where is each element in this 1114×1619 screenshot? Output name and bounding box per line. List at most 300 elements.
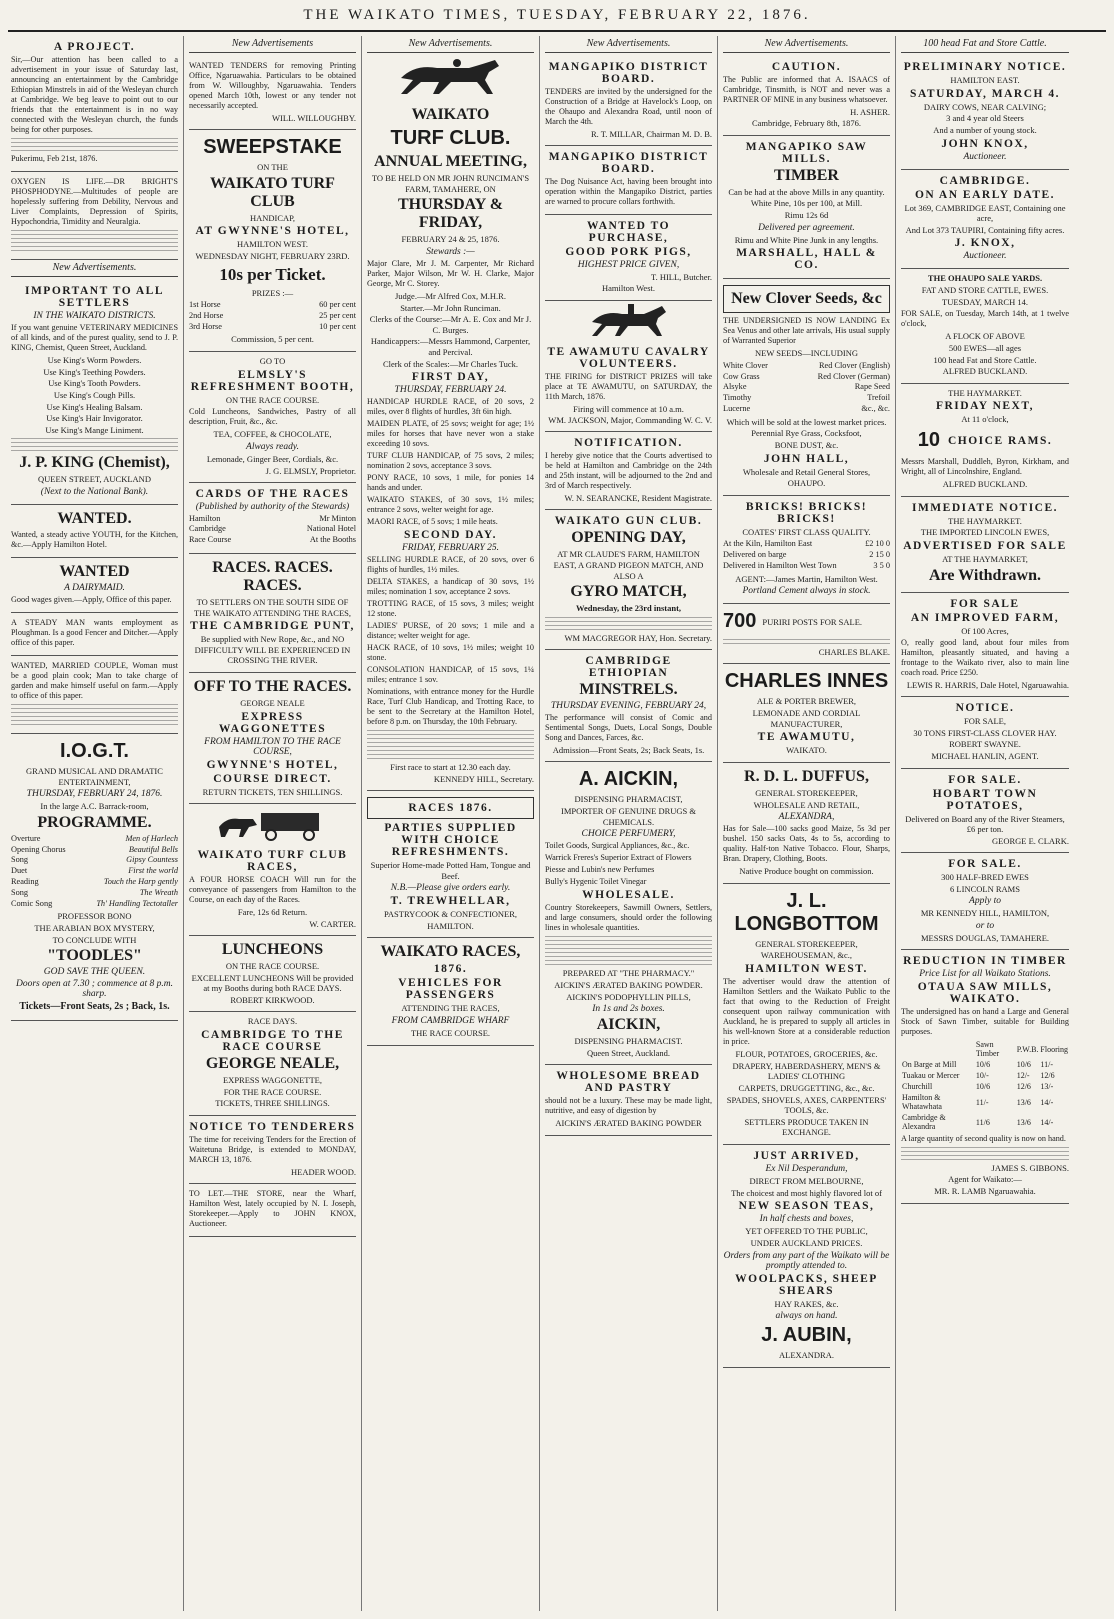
longbottom-heading: J. L. LONGBOTTOM [734, 889, 879, 935]
column-1-header: New Advertisements. [11, 260, 178, 277]
fat-cattle: FAT AND STORE CATTLE, EWES. [921, 285, 1049, 295]
farm-sale-ad [901, 593, 1069, 698]
otaua-body: The undersigned has on hand a Large and General Stock of Sawn Timber, suitable for Building purposes. [901, 1007, 1069, 1037]
vehicles-to: THE RACE COURSE. [410, 1028, 491, 1038]
club-sub: TURF CLUB. [390, 127, 511, 149]
sweepstake-town: HAMILTON WEST. [237, 239, 308, 250]
wanted-heading: WANTED. [57, 510, 132, 527]
bricks-row: Delivered in Hamilton West Town 3 5 0 [723, 560, 890, 570]
farm-heading: FOR SALE [950, 597, 1020, 610]
lincoln-rams: 6 LINCOLN RAMS [950, 883, 1020, 894]
king-item: Use King's Teething Powders. [43, 366, 146, 377]
immediate-notice-ad [901, 497, 1069, 593]
prizes-list [189, 300, 356, 332]
hall-sub: Wholesale and Retail General Stores, [742, 466, 871, 477]
luncheons-ad [189, 936, 356, 1013]
minstrels-body: The performance will consist of Comic and Sentimental Songs, Duets, Local Songs, Double Song and Dances, Farces, &c. [545, 712, 712, 742]
longbottom-body: The advertiser would draw the attention of Hamilton Settlers and the Waikato Public to the fact that owing to the Reduction of Freight consequent upon railway communication with Auckland, he is prepared to supply all articles in his well-known Store at a considerable reduction in price. [723, 977, 890, 1046]
tender-sign: WILL. WILLOUGHBY. [272, 113, 356, 123]
bricks-heading: BRICKS! BRICKS! BRICKS! [745, 500, 868, 525]
pork-ad [545, 215, 712, 301]
meeting-date-sub: FEBRUARY 24 & 25, 1876. [401, 234, 500, 245]
haymarket-2: THE HAYMARKET. [948, 515, 1022, 526]
wanted-youth-ad [11, 505, 178, 558]
waikato-races-heading: WAIKATO RACES, [380, 943, 521, 961]
notification-heading: NOTIFICATION. [574, 437, 683, 450]
race-event: HANDICAP HURDLE RACE, of 20 sovs, 2 miles, over 8 flights of hurdles, 3ft 6in high. [367, 397, 534, 417]
waikato-races-year: 1876. [433, 963, 468, 976]
column-1 [6, 36, 184, 1611]
race-rules: Nominations, with entrance money for the Hurdle Race, Turf Club Handicap, and Trotting Race, to be sent to the Secretary at the Hamilton Hotel, before 8 p.m. on Thursday, the 10th February. [367, 687, 534, 727]
seeds-price: Which will be sold at the lowest market prices. [726, 416, 887, 427]
elmsly-goto: GO TO [259, 356, 286, 367]
notification-sign: W. N. SEARANCKE, Resident Magistrate. [564, 493, 712, 504]
posts-count: 700 [723, 610, 757, 633]
luncheons-body: EXCELLENT LUNCHEONS Will be provided at my Booths during both RACE DAYS. [191, 972, 354, 994]
king-item: Use King's Cough Pills. [53, 389, 136, 400]
pork-price: HIGHEST PRICE GIVEN, [577, 260, 680, 270]
dairy-steers: 3 and 4 year old Steers [946, 113, 1024, 124]
column-5 [718, 36, 896, 1611]
rams-body: Messrs Marshall, Duddleh, Byron, Kirkham, and Wright, all of Lincolnshire, England. [901, 457, 1069, 476]
notice-heading: NOTICE TO TENDERERS [189, 1120, 356, 1133]
innes-town: TE AWAMUTU, [757, 731, 856, 744]
friday-next: FRIDAY NEXT, [935, 400, 1035, 413]
timber-junk: Rimu and White Pine Junk in any lengths. [734, 234, 879, 245]
first-day: FIRST DAY, [411, 371, 490, 384]
racehorse-illustration [367, 56, 534, 98]
timber-table-head: Sawn Timber P.W.B. Flooring [975, 1040, 1068, 1059]
seeds-row: Lucerne &c., &c. [723, 403, 890, 413]
hanlin: MICHAEL HANLIN, AGENT. [931, 751, 1039, 761]
otaua-quality: A large quantity of second quality is now on hand. [901, 1134, 1066, 1144]
coach-fare: Fare, 12s 6d Return. [237, 907, 308, 918]
aubin: J. AUBIN, [761, 1324, 852, 1347]
king-item: Use King's Hair Invigorator. [46, 413, 143, 424]
or-to: or to [975, 920, 995, 931]
cavalry-illustration [545, 304, 712, 338]
bread-footer: AICKIN'S ÆRATED BAKING POWDER [555, 1118, 702, 1129]
king-address: QUEEN STREET, AUCKLAND [38, 474, 151, 485]
longbottom-town: HAMILTON WEST. [745, 963, 868, 975]
cards-heading: CARDS OF THE RACES [195, 487, 350, 500]
at-11: At 11 o'clock, [961, 414, 1009, 425]
potatoes: HOBART TOWN POTATOES, [932, 787, 1038, 812]
programme-row: Overture Men of Harlech [11, 833, 178, 843]
cavalry-sign: WM. JACKSON, Major, Commanding W. C. V. [548, 415, 712, 426]
married-couple-ad [11, 656, 178, 734]
luncheons-sub: ON THE RACE COURSE. [225, 960, 320, 971]
alfred: ALFRED BUCKLAND. [942, 366, 1028, 377]
agent-name: MR. R. LAMB Ngaruawahia. [934, 1186, 1036, 1196]
pills-boxes: In 1s and 2s boxes. [592, 1004, 665, 1015]
arrived-heading: JUST ARRIVED, [753, 1150, 860, 1162]
project-letter [11, 36, 178, 172]
flock: A FLOCK OF ABOVE [945, 331, 1025, 342]
gun-club-opening: OPENING DAY, [571, 529, 686, 547]
bricks-row: Delivered on barge 2 15 0 [723, 550, 890, 560]
minstrels-heading: CAMBRIDGE ETHIOPIAN [585, 654, 672, 679]
seeds-rye: Perennial Rye Grass, Cocksfoot, [751, 428, 862, 439]
duffus-town: ALEXANDRA, [778, 812, 835, 823]
posts-sign: CHARLES BLAKE. [818, 647, 890, 658]
preliminary-date: SATURDAY, MARCH 4. [910, 87, 1060, 100]
hay-always: always on hand. [775, 1311, 838, 1322]
cards-list [189, 514, 356, 546]
parties-heading: PARTIES SUPPLIED WITH CHOICE REFRESHMENTS. [384, 821, 517, 858]
race-event: PONY RACE, 10 sovs, 1 mile, for ponies 14 hands and under. [367, 473, 534, 493]
king-sub: IN THE WAIKATO DISTRICTS. [33, 311, 156, 321]
under-prices: UNDER AUCKLAND PRICES. [750, 1237, 863, 1248]
innes-lemonade: LEMONADE AND CORDIAL MANUFACTURER, [752, 708, 861, 729]
caution-date: Cambridge, February 8th, 1876. [751, 118, 862, 128]
sweepstake-on: ON THE [257, 162, 288, 172]
ohaupo-body: FOR SALE, on Tuesday, March 14th, at 1 twelve o'clock, [901, 309, 1069, 329]
trewhellar: T. TREWHELLAR, [390, 895, 511, 908]
minstrels-ad [545, 650, 712, 763]
masthead-text: THE WAIKATO TIMES, TUESDAY, FEBRUARY 22, 1876. [303, 6, 811, 23]
neale-name: GEORGE NEALE [240, 698, 305, 709]
cards-row: Race Course At the Booths [189, 535, 356, 545]
aickin-perfumery: CHOICE PERFUMERY, [581, 829, 676, 840]
king-item: Use King's Worm Powders. [47, 355, 142, 365]
spades: SPADES, SHOVELS, AXES, CARPENTERS' TOOLS, &c. [726, 1094, 887, 1116]
farm-acres: Of 100 Acres, [961, 625, 1009, 636]
programme-list [11, 834, 178, 909]
clover-body: THE UNDERSIGNED IS NOW LANDING Ex Sea Venus and other late arrivals, His usual supply of Warranted Superior [723, 316, 890, 346]
dairy-cows: DAIRY COWS, NEAR CALVING; [923, 101, 1047, 112]
timber-rimu: Rimu 12s 6d [784, 209, 829, 220]
mangapiko-body: TENDERS are invited by the undersigned for the Construction of a Bridge at Havelock's Loop, on the Ohaupo and Alexandra Road, until noon of March the 4th. [545, 87, 712, 126]
secretary: KENNEDY HILL, Secretary. [433, 773, 534, 784]
parties-body: Superior Home-made Potted Ham, Tongue and Beef. [370, 859, 531, 881]
bricks-row: At the Kiln, Hamilton East £2 10 0 [723, 539, 890, 549]
sweepstake-at: AT GWYNNE'S HOTEL, [195, 225, 350, 238]
programme-row: Reading Touch the Harp gently [11, 877, 178, 886]
choice-rams: CHOICE RAMS. [947, 434, 1053, 447]
mangapiko2-heading: MANGAPIKO DISTRICT BOARD. [548, 151, 709, 175]
elmsly-sign: J. G. ELMSLY, Proprietor. [265, 465, 356, 476]
iogt-place: In the large A.C. Barrack-room, [40, 801, 149, 812]
coach-heading: WAIKATO TURF CLUB RACES, [197, 849, 348, 874]
project-sign: Pukerimu, Feb 21st, 1876. [11, 154, 98, 163]
cavalry-body: THE FIRING for DISTRICT PRIZES will take place at TE AWAMUTU, on SATURDAY, the 11th March, 1876. [545, 371, 712, 401]
elmsly-ad [189, 352, 356, 483]
gun-club-heading: WAIKATO GUN CLUB. [554, 515, 703, 528]
teas-offered: YET OFFERED TO THE PUBLIC, [745, 1226, 868, 1237]
wholesale-body: Country Storekeepers, Sawmill Owners, Settlers, and large consumers, should order the following lines in wholesale quantities. [545, 903, 712, 933]
preliminary-ad [901, 56, 1069, 170]
teas: NEW SEASON TEAS, [738, 1200, 875, 1213]
king-item: Use King's Mange Liniment. [45, 424, 144, 435]
coach-sign: W. CARTER. [309, 918, 356, 929]
phosphodyne-text: OXYGEN IS LIFE.—DR BRIGHT'S PHOSPHODYNE.—Multitudes of people are hopelessly suffering from Debility, Nervous and Liver Complaints, Depression of Spirits, Hypochondria, Timidity and Neuralgia. [11, 177, 178, 226]
races-heading: RACES. RACES. RACES. [212, 558, 333, 594]
pork-sign: T. HILL, Butcher. [651, 272, 712, 282]
timber-delivered: Delivered per agreement. [758, 222, 855, 233]
wanted-sub: A DAIRYMAID. [64, 583, 125, 593]
mangapiko-sign: R. T. MILLAR, Chairman M. D. B. [590, 129, 712, 139]
commission: Commission, 5 per cent. [231, 334, 314, 345]
races-1876: RACES 1876. [408, 801, 493, 814]
clover-hay-ad [901, 697, 1069, 769]
punt-ad [189, 554, 356, 673]
first-day-date: THURSDAY, FEBRUARY 24. [394, 385, 507, 396]
conclude: TO CONCLUDE WITH [52, 934, 137, 945]
prize-row: 2nd Horse 25 per cent [189, 310, 356, 320]
reduction-sub: Price List for all Waikato Stations. [919, 969, 1051, 980]
kennedy-hill: MR KENNEDY HILL, HAMILTON, [920, 908, 1050, 919]
ohaupo-date: TUESDAY, MARCH 14. [942, 296, 1028, 307]
meeting-date: THURSDAY & FRIDAY, [397, 196, 504, 232]
aickin-item: Piesse and Lubin's new Perfumes [545, 865, 655, 875]
column-2 [184, 36, 362, 1611]
for-sale-3: FOR SALE. [948, 773, 1022, 786]
elmsly-lemonade: Lemonade, Ginger Beer, Cordials, &c. [206, 453, 339, 464]
programme-row: Comic Song Th' Handling Tectotaller [11, 898, 178, 908]
clover-hay: 30 TONS FIRST-CLASS CLOVER HAY. [913, 727, 1057, 738]
queen: GOD SAVE THE QUEEN. [43, 967, 146, 978]
farm-body: O, really good land, about four miles from Hamilton, pleasantly situated, and having a frontage to the Waikato river, also to main line coach road. Price £250. [901, 638, 1069, 678]
clerks: Clerks of the Course:—Mr A. E. Cox and Mr J. C. Burges. [369, 314, 532, 335]
otaua: OTAUA SAW MILLS, WAIKATO. [917, 981, 1053, 1006]
to-let-ad [189, 1184, 356, 1237]
caution-heading: CAUTION. [771, 61, 842, 73]
table-row: On Barge at Mill 10/6 10/6 11/- [902, 1060, 1054, 1070]
preliminary-sub: HAMILTON EAST. [950, 75, 1020, 85]
arrived-ship: Ex Nil Desperandum, [765, 1164, 848, 1174]
for-sale-4: FOR SALE. [948, 857, 1022, 870]
preliminary-heading: PRELIMINARY NOTICE. [903, 61, 1067, 73]
pork-heading: WANTED TO PURCHASE, [586, 220, 671, 244]
couple-body: WANTED, MARRIED COUPLE, Woman must be a good plain cook; Man to take charge of garden and make himself useful on farm.—Apply to office of this paper. [11, 661, 178, 700]
lot-1: Lot 369, CAMBRIDGE EAST, Containing one acre, [904, 202, 1066, 224]
ewes: 500 EWES—all ages [948, 342, 1022, 353]
course-direct: COURSE DIRECT. [213, 772, 332, 785]
ohaupo-heading: THE OHAUPO SALE YARDS. [927, 273, 1043, 284]
hall-town: OHAUPO. [787, 478, 826, 489]
race-cards-ad [189, 483, 356, 554]
gun-club-sign: WM MACGREGOR HAY, Hon. Secretary. [564, 632, 712, 643]
steady-body: A STEADY MAN wants employment as Ploughman. Is a good Fencer and Ditcher.—Apply office of this paper. [11, 618, 178, 647]
notification-body: I hereby give notice that the Courts advertised to be held at Hamilton and Cambridge on the 24th and 25th instant, will be adjourned to the 2nd and 3rd of March respectively. [545, 451, 712, 491]
native-produce: Native Produce bought on commission. [739, 866, 874, 877]
seeds-heading: NEW SEEDS—INCLUDING [754, 348, 859, 359]
swayne: ROBERT SWAYNE. [949, 739, 1021, 750]
carpets: CARPETS, DRUGGETTING, &c., &c. [738, 1082, 875, 1093]
column-6-header: 100 head Fat and Store Cattle. [901, 36, 1069, 53]
iogt-heading: I.O.G.T. [60, 740, 129, 762]
arrived-body: The choicest and most highly flavored lot of [731, 1187, 882, 1198]
waggonette-ad [189, 673, 356, 804]
at-haymarket: AT THE HAYMARKET, [942, 553, 1028, 564]
luncheons-sign: ROBERT KIRKWOOD. [230, 994, 315, 1005]
timber-reduction-ad [901, 950, 1069, 1203]
caution-body: The Public are informed that A. ISAACS of Cambridge, Tinsmith, is NOT and never was a PARTNER OF MINE in any business whatsoever. [723, 75, 890, 104]
seeds-row: Timothy Trefoil [723, 393, 890, 403]
iogt-ad [11, 734, 178, 1021]
duffus-heading: R. D. L. DUFFUS, [744, 767, 869, 785]
aickin-name: AICKIN, [596, 1016, 661, 1034]
duffus-ad [723, 763, 890, 884]
wanted-heading: WANTED [59, 563, 130, 580]
return-tickets: RETURN TICKETS, TEN SHILLINGS. [202, 786, 343, 797]
timber-white: White Pine, 10s per 100, at Mill. [750, 198, 863, 209]
knox-2: J. KNOX, [954, 237, 1016, 250]
elmsly-body: Cold Luncheons, Sandwiches, Pastry of all description, Fruit, &c., &c. [189, 407, 356, 427]
bricks-sub: COATES' FIRST CLASS QUALITY. [742, 526, 871, 537]
tender-body: WANTED TENDERS for removing Printing Office, Ngaruawahia. Particulars to be obtained from W. Willoughby, Ngaruawahia. Tenders opened March 10th, lowest or any tender not necessarily accepted. [189, 61, 356, 110]
king-name: J. P. KING (Chemist), [19, 454, 170, 472]
baking-powder: AICKIN'S ÆRATED BAKING POWDER. [554, 979, 703, 990]
to-let-body: TO LET.—THE STORE, near the Wharf, Hamilton West, lately occupied by N. I. Joseph, Storekeeper.—Apply to JOHN KNOX, Auctioneer. [189, 1188, 356, 1228]
meeting-held: TO BE HELD ON MR JOHN RUNCIMAN'S FARM, TAMAHERE, ON [371, 173, 530, 194]
race-event: WAIKATO STAKES, of 30 sovs, 1½ miles; entrance 2 sovs, welter weight for age. [367, 495, 534, 515]
clover-heading: New Clover Seeds, &c [731, 290, 882, 308]
caution-sign: H. ASHER. [850, 107, 890, 117]
woolpacks: WOOLPACKS, SHEEP SHEARS [735, 1272, 878, 1297]
just-arrived-ad [723, 1145, 890, 1368]
trewhellar-sub: PASTRYCOOK & CONFECTIONER, [383, 909, 518, 920]
vehicles-heading: VEHICLES FOR PASSENGERS [398, 977, 503, 1002]
duffus-wholesale: WHOLESALE AND RETAIL, [753, 799, 860, 810]
aickin-ad [545, 762, 712, 1065]
hall-name: JOHN HALL, [763, 452, 850, 465]
race-event: TURF CLUB HANDICAP, of 75 sovs, 2 miles; nomination 2 sovs, acceptance 3 sovs. [367, 451, 534, 471]
second-day: SECOND DAY. [404, 529, 497, 542]
duffus-body: Has for Sale—100 sacks good Maize, 5s 3d per bushel. 150 sacks Oats, 4s to 5s, according to quality. Half-ton Native Tobacco. Flour, Sharps, Bran. Drapery, Clothing, Boots. [723, 824, 890, 864]
clover-seeds-ad [723, 279, 890, 496]
saw-mills-ad [723, 136, 890, 280]
longbottom-sub: GENERAL STOREKEEPER, [755, 938, 858, 949]
seeds-bone: BONE DUST, &c. [774, 439, 839, 450]
elmsly-always: Always ready. [246, 441, 299, 452]
pork-town: Hamilton West. [602, 283, 655, 293]
notice-body: The time for receiving Tenders for the Erection of Waitetuna Bridge, is extended to MONDAY, MARCH 13, 1876. [189, 1134, 356, 1164]
wanted-body: Wanted, a steady active YOUTH, for the Kitchen, &c.—Apply Hamilton Hotel. [11, 530, 178, 549]
knox-auctioneer: Auctioneer. [963, 151, 1007, 162]
withdrawn: Are Withdrawn. [928, 566, 1041, 584]
judge: Judge.—Mr Alfred Cox, M.H.R. [395, 290, 506, 301]
ohaupo-ad [901, 269, 1069, 383]
table-row: Tuakau or Mercer 10/- 12/- 12/6 [902, 1071, 1055, 1081]
coach-body: A FOUR HORSE COACH Will run for the conveyance of passengers from Hamilton to the Course, on each day of the Races. [189, 875, 356, 905]
cattle-head: 100 head Fat and Store Cattle. [933, 354, 1037, 365]
elmsly-heading: ELMSLY'S REFRESHMENT BOOTH, [190, 368, 355, 393]
cambridge-waggonette: EXPRESS WAGGONETTE, [222, 1075, 322, 1086]
seeds-row: Alsyke Rape Seed [723, 382, 890, 392]
sweepstake-cup: WAIKATO TURF CLUB [210, 174, 335, 210]
gun-club-date: Wednesday, the 23rd instant, [575, 603, 682, 614]
innes-ad [723, 664, 890, 763]
cambridge-heading: CAMBRIDGE TO THE RACE COURSE [201, 1029, 344, 1054]
waggonette-from: FROM HAMILTON TO THE RACE COURSE, [204, 736, 341, 757]
aickin-item: Toilet Goods, Surgical Appliances, &c., &c. [545, 841, 690, 851]
dairy-young: And a number of young stock. [933, 124, 1037, 135]
elmsly-tea: TEA, COFFEE, & CHOCOLATE, [213, 429, 332, 440]
stewards-list: Major Clare, Mr J. M. Carpenter, Mr Richard Parker, Major Wilson, Mr W. H. Clarke, Major George, Mr C. Storey. [367, 258, 534, 288]
cambridge-for: FOR THE RACE COURSE. [223, 1086, 322, 1097]
bread-ad [545, 1065, 712, 1136]
seeds-list [723, 361, 890, 415]
masthead [8, 0, 1106, 32]
project-title: A PROJECT. [53, 41, 136, 53]
punt-name: THE CAMBRIDGE PUNT, [190, 620, 355, 633]
first-race: First race to start at 12.30 each day. [390, 762, 511, 773]
sweepstake-handicap: HANDICAP, [249, 212, 296, 223]
cambridge-neale: GEORGE NEALE, [205, 1055, 340, 1073]
posts-ad [723, 604, 890, 664]
wanted-dairymaid-ad [11, 558, 178, 613]
ewes-sale-ad [901, 853, 1069, 951]
cavalry-heading: TE AWAMUTU CAVALRY VOLUNTEERS. [547, 345, 710, 370]
saw-mills-heading: MANGAPIKO SAW MILLS. [745, 140, 868, 165]
king-item: Use King's Healing Balsam. [46, 401, 143, 412]
aickin-heading: A. AICKIN, [578, 768, 679, 791]
rams-count: 10 [917, 429, 940, 451]
king-next: (Next to the National Bank). [40, 487, 149, 497]
prize-row: 1st Horse 60 per cent [189, 300, 356, 310]
caution-ad [723, 56, 890, 136]
cards-row: Hamilton Mr Minton [189, 513, 356, 523]
seeds-row: Cow Grass Red Clover (German) [723, 371, 890, 381]
king-body: If you want genuine VETERINARY MEDICINES of all kinds, and of the purest quality, send to J. P. KING, Chemist, Queen Street, Auckland. [11, 323, 178, 352]
race-event: DELTA STAKES, a handicap of 30 sovs, 1½ miles; nomination 1 sov, acceptance 2 sovs. [367, 577, 534, 597]
programme-row: Duet First the world [11, 866, 178, 876]
cambridge-tickets: TICKETS, THREE SHILLINGS. [215, 1098, 330, 1109]
vehicles-sub: ATTENDING THE RACES, [401, 1003, 500, 1014]
annual-meeting: ANNUAL MEETING, [374, 153, 527, 170]
column-4 [540, 36, 718, 1611]
iogt-sub: GRAND MUSICAL AND DRAMATIC ENTERTAINMENT, [26, 766, 163, 787]
queen-street: Queen Street, Auckland. [586, 1047, 671, 1058]
bread-body: should not be a luxury. These may be made light, nutritive, and easy of digestion by [545, 1096, 712, 1116]
knox: JOHN KNOX, [941, 137, 1029, 150]
alexandra: ALEXANDRA. [778, 1350, 834, 1361]
bread-heading: WHOLESOME BREAD AND PASTRY [556, 1070, 701, 1095]
programme-row: Song The Wreath [11, 887, 178, 897]
apply: Apply to [969, 896, 1001, 907]
cement: Portland Cement always in stock. [742, 586, 871, 597]
potatoes-body: Delivered on Board any of the River Steamers, £6 per ton. [905, 813, 1065, 835]
reduction-heading: REDUCTION IN TIMBER [903, 955, 1067, 968]
iogt-date: THURSDAY, FEBRUARY 24, 1876. [26, 789, 163, 800]
trewhellar-town: HAMILTON. [427, 920, 474, 931]
column-3 [362, 36, 540, 1611]
farm-title: AN IMPROVED FARM, [910, 611, 1060, 624]
sweepstake-ad [189, 130, 356, 352]
gyro-match: GYRO MATCH, [570, 583, 687, 601]
alfred-2: ALFRED BUCKLAND. [942, 479, 1028, 489]
wholesale: WHOLESALE. [582, 889, 675, 902]
vehicles-from: FROM CAMBRIDGE WHARF [391, 1016, 510, 1026]
programme-row: Song Gipsy Countess [11, 855, 178, 865]
notice-sign: HEADER WOOD. [290, 1166, 356, 1177]
doors: Doors open at 7.30 ; commence at 8 p.m. sharp. [16, 979, 173, 1000]
race-event: CONSOLATION HANDICAP, of 15 sovs, 1¼ miles; entrance 1 sov. [367, 665, 534, 685]
cambridge-heading: CAMBRIDGE. [939, 174, 1031, 187]
drapery: DRAPERY, HABERDASHERY, MEN'S & LADIES' CLOTHING [732, 1060, 881, 1082]
notice: NOTICE. [955, 702, 1015, 715]
race-event: MAIDEN PLATE, of 25 sovs; weight for age; 1½ miles for horses that have never won a stake exceeding 10 sovs. [367, 419, 534, 449]
rams-ad [901, 384, 1069, 497]
minstrels-sub: MINSTRELS. [579, 680, 678, 698]
off-heading: OFF TO THE RACES. [193, 678, 352, 696]
phosphodyne-ad [11, 172, 178, 260]
cambridge-lots-ad [901, 170, 1069, 270]
vehicles-ad [367, 938, 534, 1045]
punt-body: Be supplied with New Rope, &c., and NO DIFFICULTY WILL BE EXPERIENCED IN CROSSING THE RIVER. [194, 634, 351, 666]
